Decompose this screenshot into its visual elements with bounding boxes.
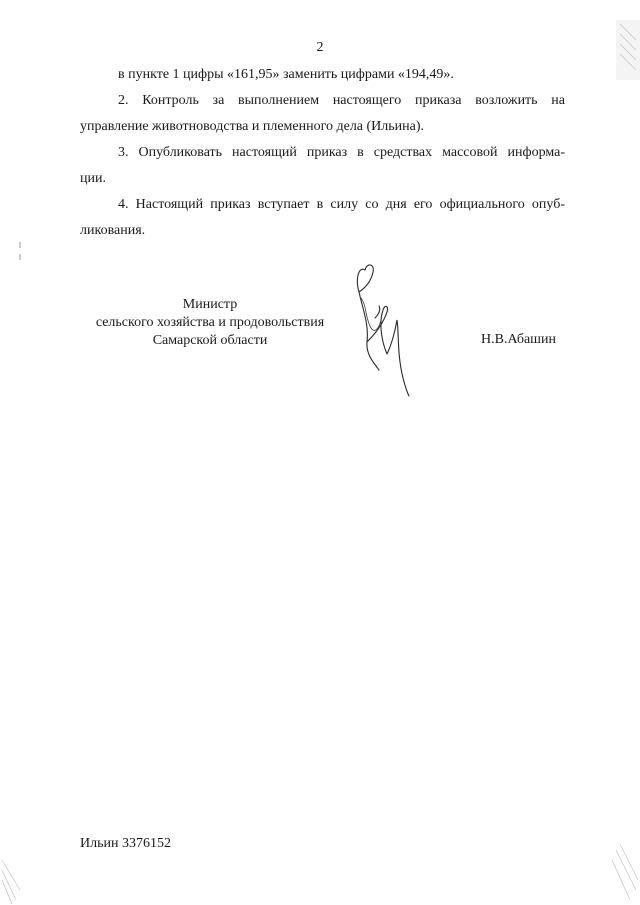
- signatory-position-line1: Министр: [182, 297, 238, 312]
- paragraph-line: ции.: [80, 171, 106, 186]
- scan-edge-noise: [606, 0, 640, 80]
- paragraph-2: [80, 88, 565, 140]
- footer-executor-note: Ильин 3376152: [80, 836, 171, 851]
- paragraph-4: [80, 192, 565, 244]
- paragraph-3: [80, 140, 565, 192]
- paragraph-line: в пункте 1 цифры «161,95» заменить цифрами «194,49».: [118, 67, 454, 82]
- signatory-position-line3: Самарской области: [152, 333, 268, 348]
- paragraph-line: 2. Контроль за выполнением настоящего приказа возложить на: [118, 93, 565, 108]
- scan-edge-noise: [16, 240, 24, 264]
- paragraph-line: 3. Опубликовать настоящий приказ в средствах массовой информа-: [118, 145, 565, 160]
- signatory-position-line2: сельского хозяйства и продовольствия: [95, 315, 325, 330]
- scan-edge-noise: [606, 840, 640, 905]
- page-number: 2: [316, 40, 324, 55]
- paragraph-line: 4. Настоящий приказ вступает в силу со дня его официального опуб-: [118, 197, 565, 212]
- scan-edge-noise: [0, 850, 30, 905]
- paragraph-line: ликования.: [80, 223, 146, 238]
- paragraph-1: [118, 62, 565, 88]
- document-body: [80, 62, 565, 244]
- paragraph-line: управление животноводства и племенного дела (Ильина).: [80, 119, 425, 134]
- signatory-name: Н.В.Абашин: [481, 332, 556, 347]
- handwritten-signature: [345, 258, 425, 398]
